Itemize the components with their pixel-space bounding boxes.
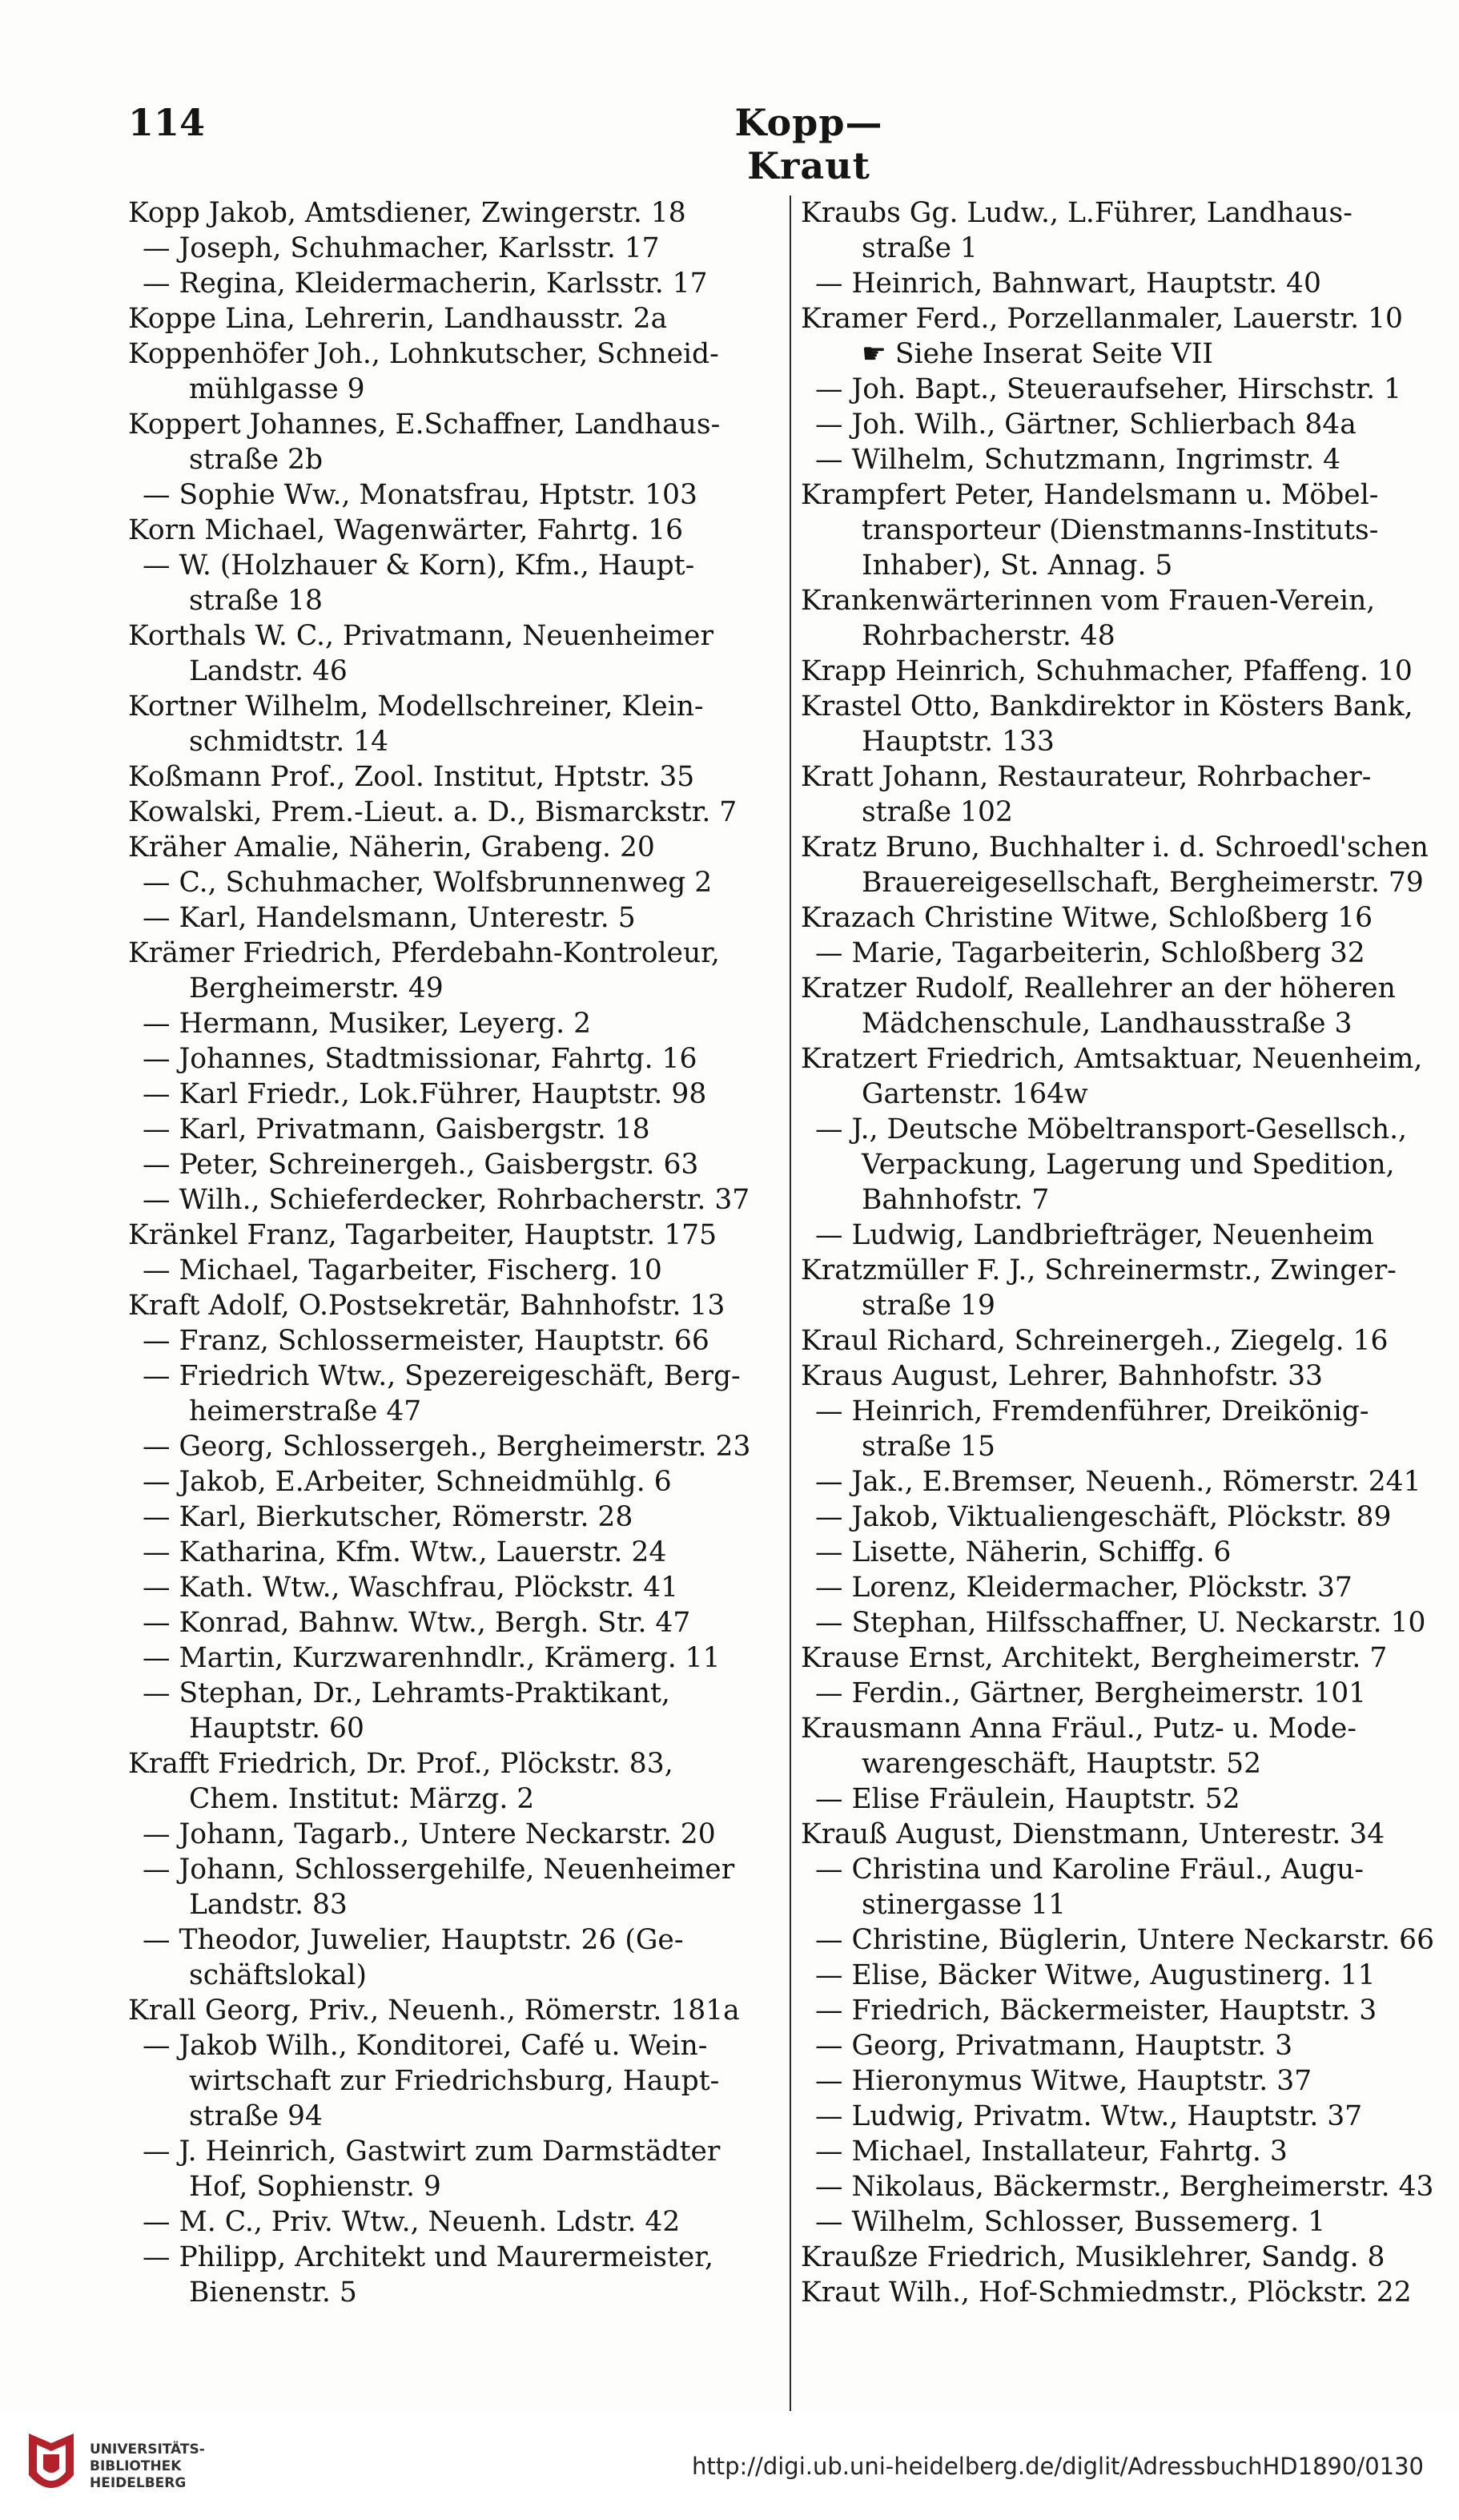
directory-entry: — Hermann, Musiker, Leyerg. 2 [143, 1008, 592, 1040]
directory-entry: — Karl, Handelsmann, Unterestr. 5 [143, 902, 636, 934]
directory-entry-continuation: Bienenstr. 5 [189, 2276, 357, 2309]
university-seal-icon [19, 2427, 83, 2504]
directory-entry: — Sophie Ww., Monatsfrau, Hptstr. 103 [143, 479, 697, 511]
library-name-line: UNIVERSITÄTS- [90, 2442, 205, 2458]
directory-entry: — Michael, Installateur, Fahrtg. 3 [815, 2136, 1288, 2168]
directory-entry: — Heinrich, Fremdenführer, Dreikönig- [815, 1395, 1369, 1427]
directory-entry: Kowalski, Prem.-Lieut. a. D., Bismarckstr. 7 [128, 796, 738, 828]
library-name [90, 2442, 205, 2492]
directory-entry: Krause Ernst, Architekt, Bergheimerstr. 7 [801, 1642, 1388, 1674]
directory-entry: — Joh. Bapt., Steueraufseher, Hirschstr. 1 [815, 373, 1401, 405]
directory-entry: — J. Heinrich, Gastwirt zum Darmstädter [143, 2136, 721, 2168]
directory-entry: Kraus August, Lehrer, Bahnhofstr. 33 [801, 1360, 1323, 1392]
directory-entry: — C., Schuhmacher, Wolfsbrunnenweg 2 [143, 867, 713, 899]
directory-entry: — Elise Fräulein, Hauptstr. 52 [815, 1783, 1240, 1815]
directory-entry-continuation: warengeschäft, Hauptstr. 52 [862, 1748, 1262, 1780]
directory-entry: — Georg, Schlossergeh., Bergheimerstr. 23 [143, 1431, 751, 1463]
directory-entry: Kopp Jakob, Amtsdiener, Zwingerstr. 18 [128, 197, 686, 229]
directory-entry: — Lisette, Näherin, Schiffg. 6 [815, 1536, 1232, 1568]
directory-entry: — W. (Holzhauer & Korn), Kfm., Haupt- [143, 549, 695, 582]
directory-entry: Koßmann Prof., Zool. Institut, Hptstr. 35 [128, 761, 695, 793]
directory-entry-continuation: Rohrbacherstr. 48 [862, 620, 1115, 652]
directory-entry-continuation: wirtschaft zur Friedrichsburg, Haupt- [189, 2065, 720, 2097]
directory-entry: — Christina und Karoline Fräul., Augu- [815, 1854, 1364, 1886]
directory-entry-continuation: Bergheimerstr. 49 [189, 972, 444, 1004]
directory-entry: — Martin, Kurzwarenhndlr., Krämerg. 11 [143, 1642, 721, 1674]
directory-entry: Koppert Johannes, E.Schaffner, Landhaus- [128, 409, 721, 441]
directory-entry: Krazach Christine Witwe, Schloßberg 16 [801, 902, 1373, 934]
directory-entry: — Kath. Wtw., Waschfrau, Plöckstr. 41 [143, 1572, 679, 1604]
directory-entry: — Wilhelm, Schutzmann, Ingrimstr. 4 [815, 444, 1341, 476]
directory-entry: — Karl, Bierkutscher, Römerstr. 28 [143, 1501, 633, 1533]
directory-entry: Kraubs Gg. Ludw., L.Führer, Landhaus- [801, 197, 1352, 229]
directory-entry-continuation: Bahnhofstr. 7 [862, 1184, 1050, 1216]
directory-entry-continuation: straße 19 [862, 1290, 995, 1322]
directory-entry: — Karl Friedr., Lok.Führer, Hauptstr. 98 [143, 1078, 707, 1110]
directory-entry: Kraft Adolf, O.Postsekretär, Bahnhofstr. 13 [128, 1290, 725, 1322]
directory-entry-continuation: straße 2b [189, 444, 324, 476]
column-divider [790, 195, 791, 2446]
directory-entry-continuation: ☛ Siehe Inserat Seite VII [862, 338, 1213, 370]
directory-entry: — Philipp, Architekt und Maurermeister, [143, 2241, 713, 2273]
page-header [128, 95, 1409, 187]
directory-entry-continuation: straße 18 [189, 585, 323, 617]
directory-entry: — Christine, Büglerin, Untere Neckarstr. 66 [815, 1924, 1435, 1956]
directory-entry: — Wilh., Schieferdecker, Rohrbacherstr. 37 [143, 1184, 750, 1216]
directory-entry: Kratz Bruno, Buchhalter i. d. Schroedl'schen [801, 831, 1429, 863]
directory-entry: Krapp Heinrich, Schuhmacher, Pfaffeng. 10 [801, 655, 1413, 687]
directory-entry: Krämer Friedrich, Pferdebahn-Kontroleur, [128, 937, 720, 969]
directory-entry-continuation: heimerstraße 47 [189, 1395, 422, 1427]
directory-entry: Kratzer Rudolf, Reallehrer an der höheren [801, 972, 1396, 1004]
library-name-line: HEIDELBERG [90, 2475, 187, 2491]
directory-entry: Kortner Wilhelm, Modellschreiner, Klein- [128, 690, 704, 723]
directory-entry: — Joseph, Schuhmacher, Karlsstr. 17 [143, 232, 660, 264]
page-number: 114 [128, 101, 206, 144]
directory-entry: Kratt Johann, Restaurateur, Rohrbacher- [801, 761, 1372, 793]
directory-entry: Koppenhöfer Joh., Lohnkutscher, Schneid- [128, 338, 719, 370]
directory-entry: — Ludwig, Privatm. Wtw., Hauptstr. 37 [815, 2100, 1363, 2132]
directory-entry: Krausmann Anna Fräul., Putz- u. Mode- [801, 1713, 1357, 1745]
directory-entry-continuation: straße 94 [189, 2100, 323, 2132]
directory-entry: — Heinrich, Bahnwart, Hauptstr. 40 [815, 268, 1321, 300]
directory-entry: — Johann, Tagarb., Untere Neckarstr. 20 [143, 1818, 716, 1850]
directory-entry: Krall Georg, Priv., Neuenh., Römerstr. 181a [128, 1995, 740, 2027]
directory-entry: Krastel Otto, Bankdirektor in Kösters Bank, [801, 690, 1413, 723]
directory-entry: Kratzert Friedrich, Amtsaktuar, Neuenheim, [801, 1043, 1423, 1075]
directory-entry: — Johann, Schlossergehilfe, Neuenheimer [143, 1854, 735, 1886]
directory-entry: — Jakob Wilh., Konditorei, Café u. Wein- [143, 2030, 708, 2062]
directory-entry: Krafft Friedrich, Dr. Prof., Plöckstr. 83, [128, 1748, 673, 1780]
directory-entry: — Regina, Kleidermacherin, Karlsstr. 17 [143, 268, 708, 300]
directory-entry-continuation: Hauptstr. 60 [189, 1713, 364, 1745]
directory-entry: — Johannes, Stadtmissionar, Fahrtg. 16 [143, 1043, 697, 1075]
directory-entry: — Nikolaus, Bäckermstr., Bergheimerstr. 43 [815, 2171, 1434, 2203]
directory-entry-continuation: straße 102 [862, 796, 1013, 828]
directory-entry: Korthals W. C., Privatmann, Neuenheimer [128, 620, 713, 652]
directory-entry: Kränkel Franz, Tagarbeiter, Hauptstr. 175 [128, 1219, 717, 1251]
directory-entry: Krauß August, Dienstmann, Unterestr. 34 [801, 1818, 1385, 1850]
right-column [801, 195, 1457, 2310]
directory-entry: — Friedrich, Bäckermeister, Hauptstr. 3 [815, 1995, 1377, 2027]
directory-entry: Krampfert Peter, Handelsmann u. Möbel- [801, 479, 1379, 511]
directory-entry-continuation: Landstr. 83 [189, 1889, 348, 1921]
source-url[interactable]: http://digi.ub.uni-heidelberg.de/diglit/AdressbuchHD1890/0130 [691, 2453, 1424, 2480]
directory-entry-continuation: Landstr. 46 [189, 655, 348, 687]
directory-entry: Kraul Richard, Schreinergeh., Ziegelg. 16 [801, 1325, 1389, 1357]
directory-entry: — Ludwig, Landbriefträger, Neuenheim [815, 1219, 1374, 1251]
directory-entry-continuation: mühlgasse 9 [189, 373, 365, 405]
directory-entry: Kraußze Friedrich, Musiklehrer, Sandg. 8 [801, 2241, 1385, 2273]
directory-entry: — Joh. Wilh., Gärtner, Schlierbach 84a [815, 409, 1357, 441]
directory-entry: — Wilhelm, Schlosser, Bussemerg. 1 [815, 2206, 1326, 2238]
directory-entry: — Stephan, Hilfsschaffner, U. Neckarstr. 10 [815, 1607, 1426, 1639]
directory-entry-continuation: straße 15 [862, 1431, 995, 1463]
directory-entry: Kräher Amalie, Näherin, Grabeng. 20 [128, 831, 655, 863]
footer [0, 2411, 1459, 2520]
directory-entry-continuation: transporteur (Dienstmanns-Instituts- [862, 514, 1379, 546]
directory-entry: — Stephan, Dr., Lehramts-Praktikant, [143, 1677, 670, 1709]
directory-entry: — Franz, Schlossermeister, Hauptstr. 66 [143, 1325, 709, 1357]
directory-entry: — J., Deutsche Möbeltransport-Gesellsch., [815, 1113, 1408, 1145]
directory-entry-continuation: schmidtstr. 14 [189, 726, 389, 758]
directory-entry: — Karl, Privatmann, Gaisbergstr. 18 [143, 1113, 650, 1145]
directory-entry-continuation: Chem. Institut: Märzg. 2 [189, 1783, 535, 1815]
directory-entry: — Marie, Tagarbeiterin, Schloßberg 32 [815, 937, 1365, 969]
directory-entry: — Jakob, Viktualiengeschäft, Plöckstr. 89 [815, 1501, 1392, 1533]
directory-entry-continuation: Hof, Sophienstr. 9 [189, 2171, 441, 2203]
directory-entry: — Konrad, Bahnw. Wtw., Bergh. Str. 47 [143, 1607, 691, 1639]
directory-entry: — Theodor, Juwelier, Hauptstr. 26 (Ge- [143, 1924, 684, 1956]
library-name-line: BIBLIOTHEK [90, 2458, 182, 2474]
directory-entry: — Michael, Tagarbeiter, Fischerg. 10 [143, 1254, 662, 1286]
directory-entry: Koppe Lina, Lehrerin, Landhausstr. 2a [128, 303, 668, 335]
directory-entry: Korn Michael, Wagenwärter, Fahrtg. 16 [128, 514, 684, 546]
directory-entry-continuation: Hauptstr. 133 [862, 726, 1055, 758]
directory-entry-continuation: stinergasse 11 [862, 1889, 1067, 1921]
directory-entry: Kramer Ferd., Porzellanmaler, Lauerstr. 10 [801, 303, 1403, 335]
directory-entry-continuation: schäftslokal) [189, 1959, 367, 1991]
directory-entry: Kratzmüller F. J., Schreinermstr., Zwinger- [801, 1254, 1397, 1286]
library-logo [19, 2427, 211, 2507]
directory-entry-continuation: Gartenstr. 164w [862, 1078, 1088, 1110]
directory-entry: Kraut Wilh., Hof-Schmiedmstr., Plöckstr. 22 [801, 2276, 1412, 2309]
directory-entry-continuation: Inhaber), St. Annag. 5 [862, 549, 1173, 582]
directory-entry: — Georg, Privatmann, Hauptstr. 3 [815, 2030, 1293, 2062]
directory-entry: — Elise, Bäcker Witwe, Augustinerg. 11 [815, 1959, 1376, 1991]
running-head: Kopp—Kraut [734, 101, 883, 187]
directory-entry-continuation: straße 1 [862, 232, 979, 264]
directory-entry-continuation: Mädchenschule, Landhausstraße 3 [862, 1008, 1352, 1040]
directory-entry: — Jakob, E.Arbeiter, Schneidmühlg. 6 [143, 1466, 672, 1498]
directory-entry: — Peter, Schreinergeh., Gaisbergstr. 63 [143, 1149, 699, 1181]
directory-entry: — M. C., Priv. Wtw., Neuenh. Ldstr. 42 [143, 2206, 681, 2238]
directory-entry-continuation: Brauereigesellschaft, Bergheimerstr. 79 [862, 867, 1424, 899]
left-column [128, 195, 785, 2310]
directory-entry: — Friedrich Wtw., Spezereigeschäft, Berg- [143, 1360, 741, 1392]
directory-entry: — Katharina, Kfm. Wtw., Lauerstr. 24 [143, 1536, 667, 1568]
directory-entry: Krankenwärterinnen vom Frauen-Verein, [801, 585, 1376, 617]
directory-entry: — Hieronymus Witwe, Hauptstr. 37 [815, 2065, 1312, 2097]
directory-entry: — Lorenz, Kleidermacher, Plöckstr. 37 [815, 1572, 1352, 1604]
directory-entry: — Ferdin., Gärtner, Bergheimerstr. 101 [815, 1677, 1367, 1709]
directory-entry: — Jak., E.Bremser, Neuenh., Römerstr. 241 [815, 1466, 1421, 1498]
directory-entry-continuation: Verpackung, Lagerung und Spedition, [862, 1149, 1395, 1181]
